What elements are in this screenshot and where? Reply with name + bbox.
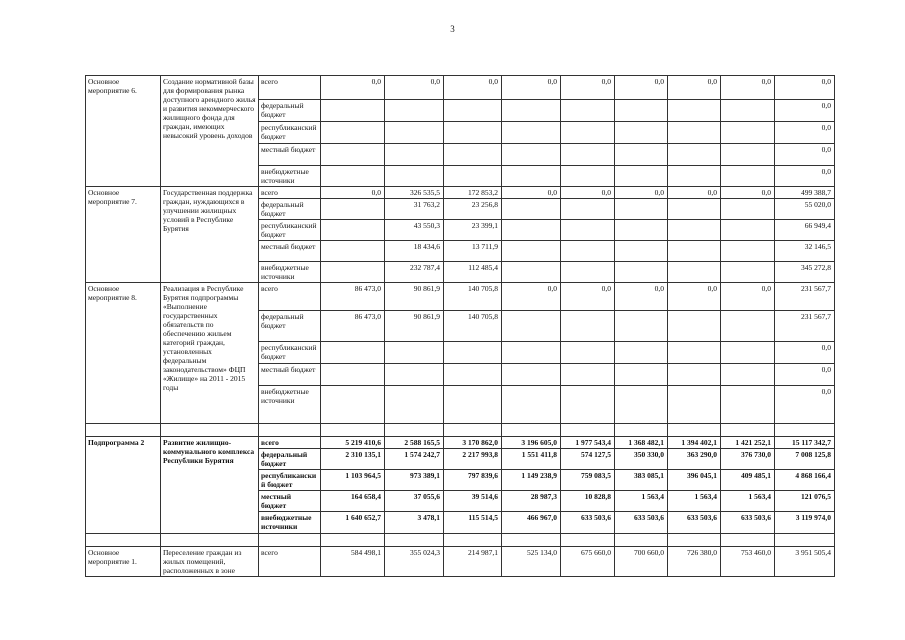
year-value-cell [721,220,775,241]
year-value-cell [615,311,668,342]
year-value-cell: 86 473,0 [321,311,385,342]
year-value-cell: 115 514,5 [444,512,502,534]
year-value-cell: 633 503,6 [721,512,775,534]
year-value-cell: 0,0 [561,187,615,199]
year-value-cell [444,364,502,386]
funding-source: всего [259,187,321,199]
year-value-cell: 0,0 [444,76,502,100]
year-value-cell: 376 730,0 [721,449,775,470]
event-description: Переселение граждан из жилых помещений, расположенных в зоне [161,547,259,577]
year-value-cell [721,364,775,386]
total-value-cell: 0,0 [775,122,835,144]
year-value-cell: 973 389,1 [385,470,444,491]
year-value-cell [615,100,668,122]
event-title: Подпрограмма 2 [86,437,161,534]
year-value-cell: 574 127,5 [561,449,615,470]
spacer-cell [86,424,161,437]
table-row [86,187,835,199]
total-value-cell: 0,0 [775,166,835,187]
year-value-cell: 759 083,5 [561,470,615,491]
year-value-cell: 633 503,6 [668,512,721,534]
year-value-cell [615,364,668,386]
funding-source: республиканский бюджет [259,470,321,491]
year-value-cell [561,199,615,220]
year-value-cell [561,122,615,144]
year-value-cell: 18 434,6 [385,241,444,262]
spacer-cell [444,424,502,437]
spacer-cell [161,424,259,437]
year-value-cell [668,262,721,283]
year-value-cell: 1 977 543,4 [561,437,615,449]
year-value-cell: 3 196 605,0 [502,437,561,449]
funding-source: местный бюджет [259,144,321,166]
year-value-cell [444,342,502,364]
funding-source: внебюджетные источники [259,386,321,424]
year-value-cell: 2 310 135,1 [321,449,385,470]
table-row [86,437,835,449]
year-value-cell [502,342,561,364]
year-value-cell: 633 503,6 [615,512,668,534]
year-value-cell [502,241,561,262]
year-value-cell [321,241,385,262]
spacer-cell [668,424,721,437]
spacer-cell [561,534,615,547]
year-value-cell: 350 330,0 [615,449,668,470]
year-value-cell: 23 399,1 [444,220,502,241]
year-value-cell [321,342,385,364]
year-value-cell [561,220,615,241]
year-value-cell [615,122,668,144]
year-value-cell [385,122,444,144]
year-value-cell [502,262,561,283]
year-value-cell: 0,0 [615,76,668,100]
year-value-cell [721,386,775,424]
year-value-cell [561,311,615,342]
year-value-cell: 0,0 [668,76,721,100]
year-value-cell [668,199,721,220]
year-value-cell [668,122,721,144]
total-value-cell: 499 388,7 [775,187,835,199]
year-value-cell: 90 861,9 [385,283,444,311]
spacer-cell [86,534,161,547]
year-value-cell [502,386,561,424]
spacer-cell [321,534,385,547]
year-value-cell [668,311,721,342]
year-value-cell [321,166,385,187]
spacer-cell [615,424,668,437]
spacer-cell [259,424,321,437]
funding-source: федеральный бюджет [259,199,321,220]
year-value-cell [385,342,444,364]
year-value-cell: 164 658,4 [321,491,385,512]
year-value-cell [502,166,561,187]
year-value-cell: 0,0 [721,187,775,199]
year-value-cell [615,144,668,166]
event-title: Основное мероприятие 6. [86,76,161,187]
funding-source: внебюджетные источники [259,166,321,187]
total-value-cell: 0,0 [775,76,835,100]
year-value-cell: 2 217 993,8 [444,449,502,470]
spacer-cell [775,534,835,547]
spacer-cell [161,534,259,547]
spacer-cell [321,424,385,437]
year-value-cell: 28 987,3 [502,491,561,512]
year-value-cell: 1 574 242,7 [385,449,444,470]
total-value-cell: 345 272,8 [775,262,835,283]
year-value-cell [668,241,721,262]
funding-source: всего [259,76,321,100]
year-value-cell [385,144,444,166]
spacer-cell [259,534,321,547]
year-value-cell: 23 256,8 [444,199,502,220]
year-value-cell [321,144,385,166]
year-value-cell: 37 055,6 [385,491,444,512]
funding-source: федеральный бюджет [259,449,321,470]
budget-table-wrapper [85,75,834,577]
year-value-cell: 112 485,4 [444,262,502,283]
year-value-cell [321,262,385,283]
funding-source: местный бюджет [259,491,321,512]
year-value-cell [502,364,561,386]
year-value-cell [321,364,385,386]
year-value-cell [615,241,668,262]
total-value-cell: 66 949,4 [775,220,835,241]
year-value-cell [668,386,721,424]
year-value-cell [615,262,668,283]
funding-source: республиканский бюджет [259,122,321,144]
year-value-cell: 31 763,2 [385,199,444,220]
year-value-cell: 5 219 410,6 [321,437,385,449]
total-value-cell: 231 567,7 [775,283,835,311]
spacer-cell [775,424,835,437]
year-value-cell: 1 563,4 [615,491,668,512]
year-value-cell [668,144,721,166]
year-value-cell: 525 134,0 [502,547,561,577]
year-value-cell: 140 705,8 [444,283,502,311]
year-value-cell: 1 421 252,1 [721,437,775,449]
year-value-cell [502,199,561,220]
event-title: Основное мероприятие 1. [86,547,161,577]
total-value-cell: 231 567,7 [775,311,835,342]
year-value-cell: 363 290,0 [668,449,721,470]
year-value-cell: 90 861,9 [385,311,444,342]
total-value-cell: 0,0 [775,100,835,122]
year-value-cell: 172 853,2 [444,187,502,199]
event-title: Основное мероприятие 8. [86,283,161,424]
year-value-cell: 326 535,5 [385,187,444,199]
year-value-cell: 0,0 [321,76,385,100]
year-value-cell: 3 478,1 [385,512,444,534]
year-value-cell: 0,0 [561,283,615,311]
total-value-cell: 0,0 [775,386,835,424]
year-value-cell: 1 149 238,9 [502,470,561,491]
year-value-cell: 0,0 [668,283,721,311]
year-value-cell: 0,0 [615,187,668,199]
year-value-cell: 0,0 [721,283,775,311]
year-value-cell: 1 103 964,5 [321,470,385,491]
year-value-cell: 1 551 411,8 [502,449,561,470]
year-value-cell [561,386,615,424]
year-value-cell [561,100,615,122]
year-value-cell [561,144,615,166]
total-value-cell: 0,0 [775,364,835,386]
funding-source: федеральный бюджет [259,311,321,342]
spacer-row [86,424,835,437]
year-value-cell: 86 473,0 [321,283,385,311]
event-description: Государственная поддержка граждан, нуждающихся в улучшении жилищных условий в Республике Бурятия [161,187,259,283]
year-value-cell [721,122,775,144]
spacer-cell [385,534,444,547]
funding-source: внебюджетные источники [259,262,321,283]
year-value-cell [444,386,502,424]
year-value-cell [444,144,502,166]
funding-source: всего [259,547,321,577]
year-value-cell [668,364,721,386]
year-value-cell: 140 705,8 [444,311,502,342]
year-value-cell: 232 787,4 [385,262,444,283]
year-value-cell [721,241,775,262]
table-row [86,76,835,100]
funding-source: федеральный бюджет [259,100,321,122]
year-value-cell [721,342,775,364]
year-value-cell [502,311,561,342]
spacer-cell [561,424,615,437]
funding-source: внебюджетные источники [259,512,321,534]
year-value-cell: 0,0 [502,283,561,311]
year-value-cell: 10 828,8 [561,491,615,512]
year-value-cell [668,342,721,364]
year-value-cell: 0,0 [668,187,721,199]
year-value-cell [615,386,668,424]
year-value-cell [615,199,668,220]
spacer-cell [502,424,561,437]
year-value-cell [444,122,502,144]
year-value-cell [321,386,385,424]
year-value-cell: 383 085,1 [615,470,668,491]
year-value-cell [615,166,668,187]
year-value-cell: 214 987,1 [444,547,502,577]
year-value-cell [721,262,775,283]
year-value-cell [385,166,444,187]
year-value-cell: 355 024,3 [385,547,444,577]
year-value-cell: 0,0 [721,76,775,100]
total-value-cell: 121 076,5 [775,491,835,512]
year-value-cell [502,100,561,122]
spacer-cell [668,534,721,547]
event-description: Реализация в Республике Бурятия подпрограммы «Выполнение государственных обязательств по обеспечению жильем категорий граждан, установленных федеральным законодательством» ФЦП «Жилище» на 2011 - 2015 годы [161,283,259,424]
year-value-cell [321,122,385,144]
year-value-cell: 1 640 652,7 [321,512,385,534]
total-value-cell: 32 146,5 [775,241,835,262]
year-value-cell: 396 045,1 [668,470,721,491]
spacer-cell [502,534,561,547]
year-value-cell: 0,0 [385,76,444,100]
year-value-cell [502,144,561,166]
funding-source: республиканский бюджет [259,342,321,364]
year-value-cell [502,122,561,144]
total-value-cell: 55 020,0 [775,199,835,220]
year-value-cell [561,364,615,386]
year-value-cell: 1 563,4 [668,491,721,512]
year-value-cell [721,144,775,166]
event-title: Основное мероприятие 7. [86,187,161,283]
funding-source: республиканский бюджет [259,220,321,241]
year-value-cell [385,386,444,424]
year-value-cell: 584 498,1 [321,547,385,577]
year-value-cell: 466 967,0 [502,512,561,534]
year-value-cell: 0,0 [321,187,385,199]
year-value-cell: 633 503,6 [561,512,615,534]
year-value-cell [615,342,668,364]
budget-table [85,75,835,577]
year-value-cell [561,342,615,364]
year-value-cell [385,364,444,386]
spacer-row [86,534,835,547]
year-value-cell: 1 394 402,1 [668,437,721,449]
total-value-cell: 0,0 [775,342,835,364]
year-value-cell [668,166,721,187]
year-value-cell [321,199,385,220]
spacer-cell [721,424,775,437]
event-description: Развитие жилищно-коммунального комплекса Республики Бурятия [161,437,259,534]
spacer-cell [385,424,444,437]
funding-source: местный бюджет [259,364,321,386]
year-value-cell: 0,0 [502,76,561,100]
year-value-cell: 0,0 [615,283,668,311]
year-value-cell [721,166,775,187]
funding-source: всего [259,283,321,311]
total-value-cell: 3 951 505,4 [775,547,835,577]
year-value-cell [561,262,615,283]
year-value-cell [615,220,668,241]
year-value-cell: 43 550,3 [385,220,444,241]
table-row [86,283,835,311]
year-value-cell: 726 380,0 [668,547,721,577]
year-value-cell: 797 839,6 [444,470,502,491]
year-value-cell [668,100,721,122]
total-value-cell: 4 868 166,4 [775,470,835,491]
year-value-cell: 1 563,4 [721,491,775,512]
year-value-cell [721,100,775,122]
total-value-cell: 0,0 [775,144,835,166]
year-value-cell [502,220,561,241]
year-value-cell: 3 170 862,0 [444,437,502,449]
year-value-cell [321,220,385,241]
year-value-cell: 13 711,9 [444,241,502,262]
budget-table-body [86,76,835,577]
total-value-cell: 3 119 974,0 [775,512,835,534]
year-value-cell [444,166,502,187]
year-value-cell: 1 368 482,1 [615,437,668,449]
funding-source: местный бюджет [259,241,321,262]
year-value-cell [321,100,385,122]
spacer-cell [721,534,775,547]
spacer-cell [444,534,502,547]
total-value-cell: 7 008 125,8 [775,449,835,470]
year-value-cell: 2 588 165,5 [385,437,444,449]
year-value-cell: 39 514,6 [444,491,502,512]
year-value-cell [385,100,444,122]
year-value-cell: 700 660,0 [615,547,668,577]
funding-source: всего [259,437,321,449]
year-value-cell [668,220,721,241]
year-value-cell [561,241,615,262]
year-value-cell [721,311,775,342]
year-value-cell [561,166,615,187]
page-number: 3 [450,24,455,34]
event-description: Создание нормативной базы для формирования рынка доступного арендного жилья и развития некоммерческого жилищного фонда для граждан, имеющих невысокий уровень доходов [161,76,259,187]
year-value-cell: 0,0 [502,187,561,199]
year-value-cell [721,199,775,220]
year-value-cell: 753 460,0 [721,547,775,577]
year-value-cell: 409 485,1 [721,470,775,491]
year-value-cell [444,100,502,122]
total-value-cell: 15 117 342,7 [775,437,835,449]
spacer-cell [615,534,668,547]
year-value-cell: 0,0 [561,76,615,100]
year-value-cell: 675 660,0 [561,547,615,577]
table-row [86,547,835,577]
